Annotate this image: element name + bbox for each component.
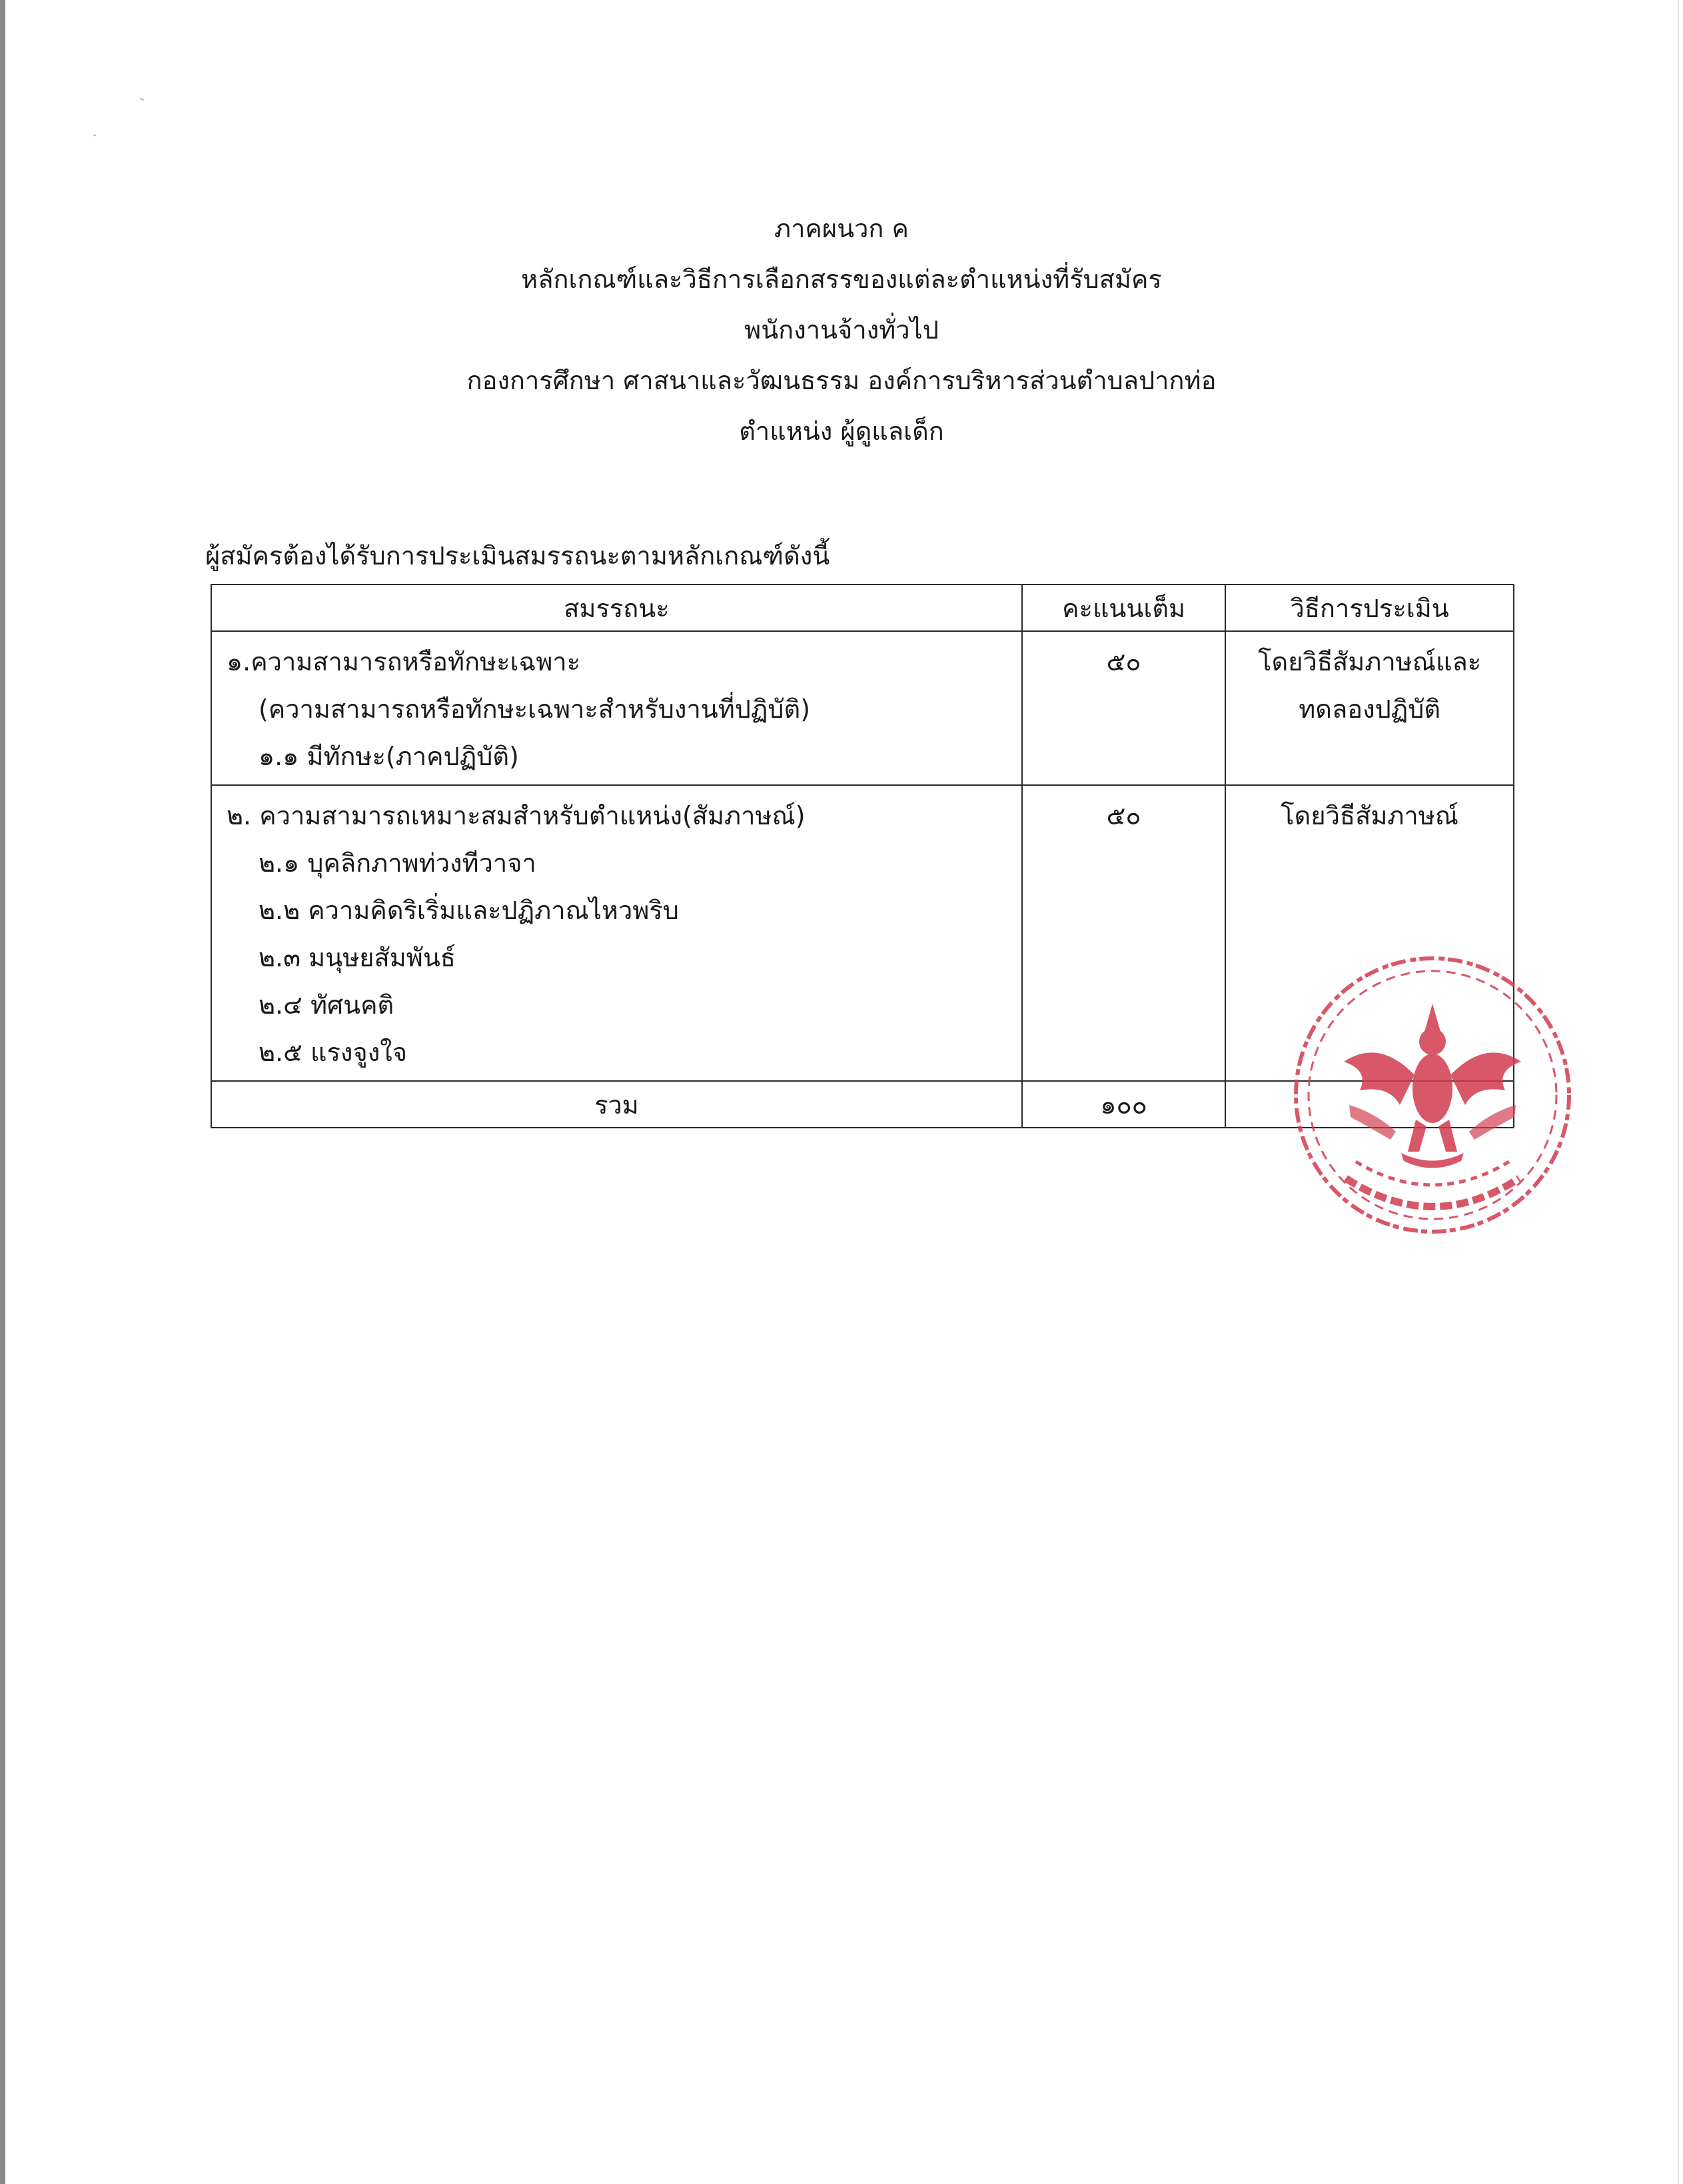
- competency-sub: (ความสามารถหรือทักษะเฉพาะสำหรับงานที่ปฏิบัติ): [259, 694, 811, 724]
- header-full-score: คะแนนเต็ม: [1022, 584, 1225, 631]
- appendix-label: ภาคผนวก ค: [774, 214, 909, 243]
- total-score: ๑๐๐: [1022, 1081, 1225, 1128]
- score-cell: [1022, 631, 1225, 785]
- total-label: รวม: [211, 1081, 1022, 1128]
- header-method: วิธีการประเมิน: [1225, 584, 1514, 631]
- competency-cell: [211, 785, 1022, 1081]
- document-title: หลักเกณฑ์และวิธีการเลือกสรรของแต่ละตำแหน่งที่รับสมัคร: [521, 265, 1162, 294]
- table-header-row: [211, 584, 1514, 631]
- competency-sub: ๒.๔ ทัศนคติ: [259, 990, 394, 1020]
- header-competency: สมรรถนะ: [211, 584, 1022, 631]
- table-row: [211, 631, 1514, 785]
- competency-sub: ๑.๑ มีทักษะ(ภาคปฏิบัติ): [259, 742, 519, 771]
- garuda-seal-icon: [1283, 938, 1582, 1252]
- competency-sub: ๒.๕ แรงจูงใจ: [259, 1038, 408, 1067]
- scan-speck: [140, 98, 144, 101]
- intro-text: ผู้สมัครต้องได้รับการประเมินสมรรถนะตามหลักเกณฑ์ดังนี้: [205, 541, 830, 570]
- score-value: ๕๐: [1106, 647, 1141, 676]
- score-cell: [1022, 785, 1225, 1081]
- employee-type: พนักงานจ้างทั่วไป: [744, 315, 939, 345]
- method-text: โดยวิธีสัมภาษณ์และ: [1258, 647, 1482, 676]
- scan-speck: [93, 134, 96, 137]
- competency-sub: ๒.๒ ความคิดริเริ่มและปฏิภาณไหวพริบ: [259, 896, 679, 925]
- competency-sub: ๒.๓ มนุษยสัมพันธ์: [259, 943, 456, 972]
- position-title: ตำแหน่ง ผู้ดูแลเด็ก: [739, 417, 944, 446]
- competency-sub: ๒.๑ บุคลิกภาพท่วงทีวาจา: [259, 848, 536, 878]
- organization-name: กองการศึกษา ศาสนาและวัฒนธรรม องค์การบริหารส่วนตำบลปากท่อ: [466, 366, 1217, 395]
- method-text: ทดลองปฏิบัติ: [1299, 694, 1441, 724]
- document-header: [0, 203, 1683, 457]
- competency-cell: [211, 631, 1022, 785]
- competency-main: ๒. ความสามารถเหมาะสมสำหรับตำแหน่ง(สัมภาษณ์): [227, 801, 806, 830]
- method-text: โดยวิธีสัมภาษณ์: [1281, 801, 1459, 830]
- method-cell: [1225, 631, 1514, 785]
- score-value: ๕๐: [1106, 801, 1141, 830]
- competency-main: ๑.ความสามารถหรือทักษะเฉพาะ: [227, 647, 581, 676]
